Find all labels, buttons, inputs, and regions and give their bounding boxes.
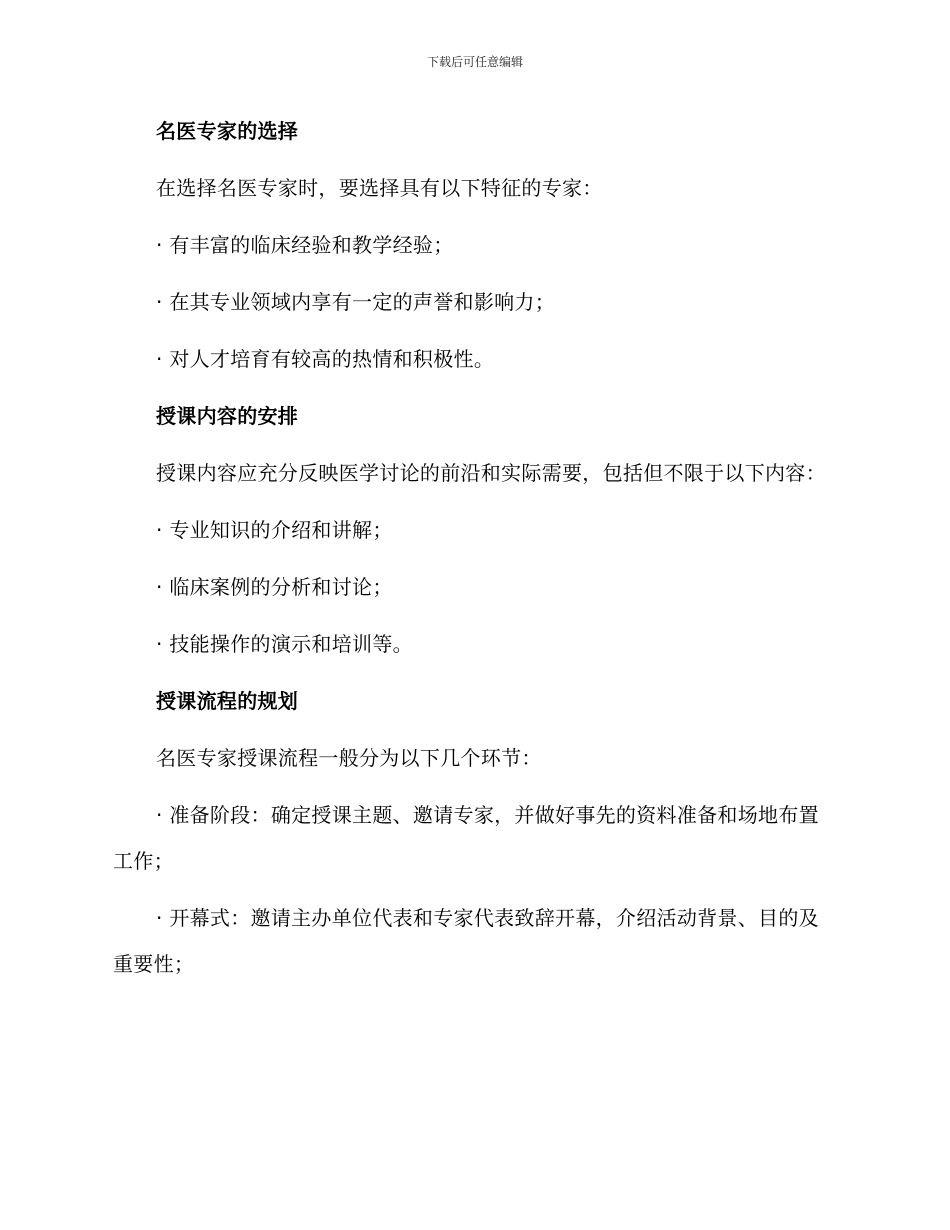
- section-heading-expert-selection: 名医专家的选择: [156, 119, 299, 143]
- section-heading-course-process: 授课流程的规划: [156, 689, 299, 713]
- bullet-item: · 准备阶段：确定授课主题、邀请专家，并做好事先的资料准备和场地布置工作；: [113, 803, 819, 873]
- bullet-item: · 对人才培育有较高的热情和积极性。: [156, 347, 495, 371]
- bullet-item: · 有丰富的临床经验和教学经验；: [156, 233, 454, 257]
- paragraph: 在选择名医专家时，要选择具有以下特征的专家：: [156, 176, 603, 200]
- bullet-item: · 临床案例的分析和讨论；: [156, 575, 393, 599]
- bullet-item: · 技能操作的演示和培训等。: [156, 632, 413, 656]
- paragraph: 名医专家授课流程一般分为以下几个环节：: [156, 746, 542, 770]
- page-header: 下载后可任意编辑: [426, 55, 523, 69]
- bullet-item: · 开幕式：邀请主办单位代表和专家代表致辞开幕，介绍活动背景、目的及重要性；: [113, 906, 819, 976]
- bullet-item: · 专业知识的介绍和讲解；: [156, 518, 393, 542]
- section-heading-course-content: 授课内容的安排: [156, 404, 299, 428]
- paragraph: 授课内容应充分反映医学讨论的前沿和实际需要，包括但不限于以下内容：: [156, 461, 826, 485]
- bullet-item: · 在其专业领域内享有一定的声誉和影响力；: [156, 290, 556, 314]
- document-body: [113, 108, 833, 998]
